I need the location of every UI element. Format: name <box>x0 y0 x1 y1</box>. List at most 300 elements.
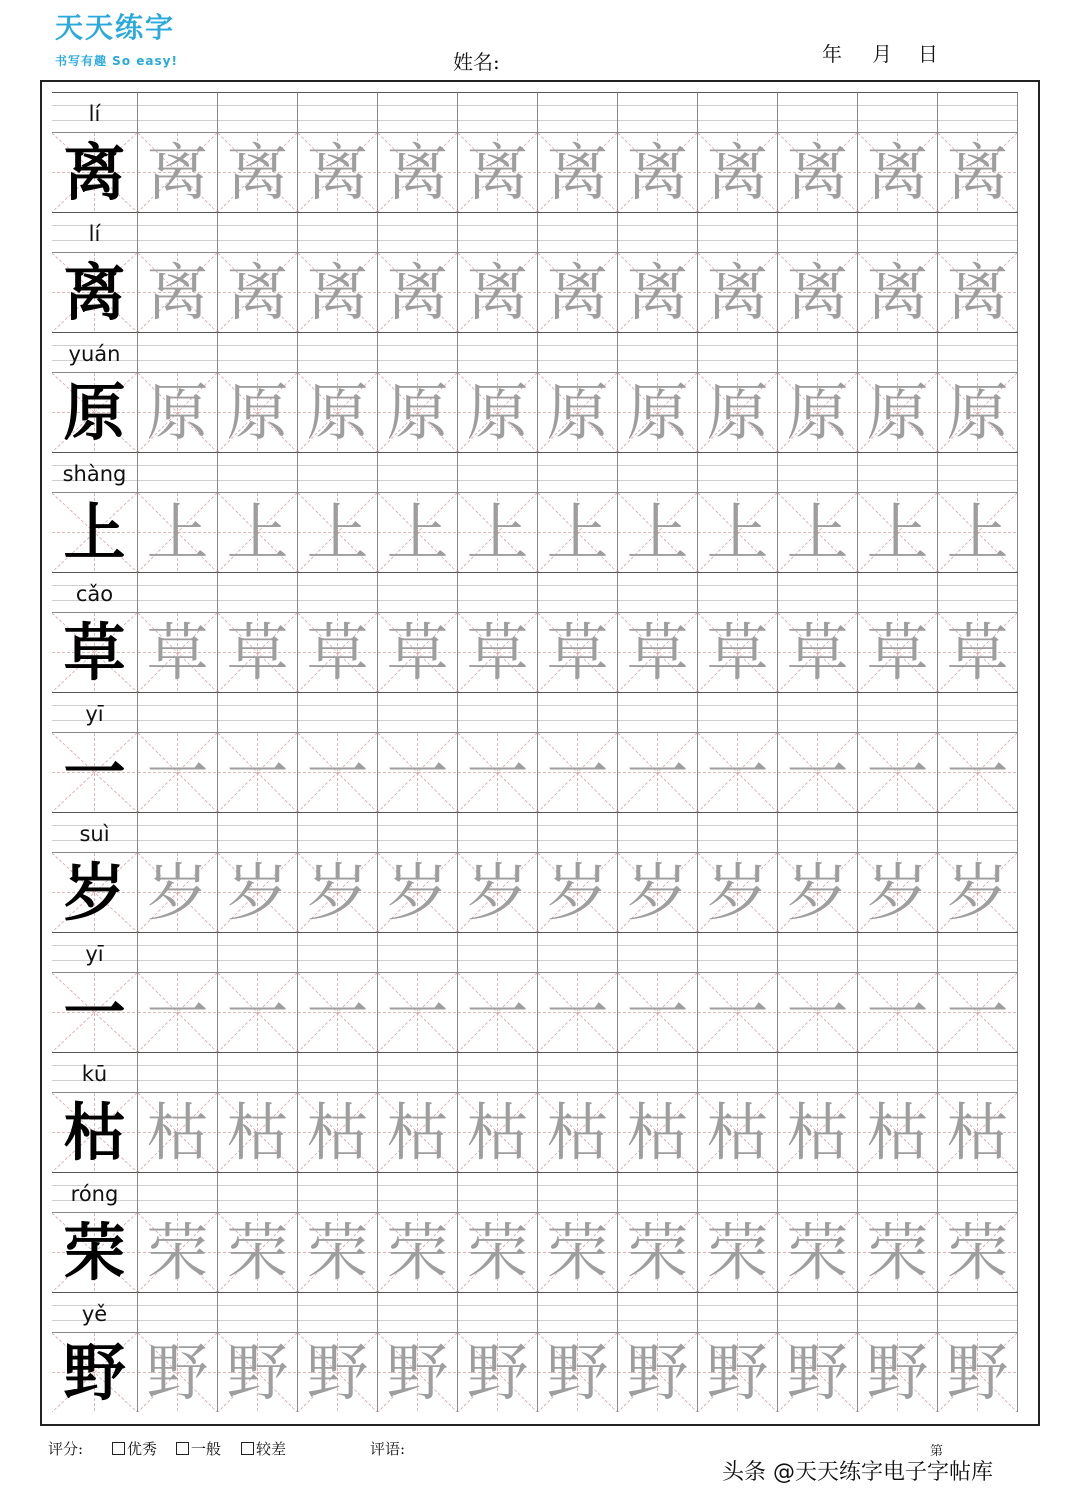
pinyin-box <box>698 332 778 372</box>
tianzi-box <box>618 732 698 812</box>
trace-cell[interactable] <box>778 92 858 212</box>
trace-cell[interactable] <box>138 92 218 212</box>
pinyin-box <box>52 1292 138 1332</box>
pinyin-box <box>458 812 538 852</box>
trace-cell[interactable] <box>378 1172 458 1292</box>
tianzi-box <box>858 252 938 332</box>
trace-character: 枯 <box>466 1096 529 1169</box>
model-cell <box>52 212 138 332</box>
tianzi-box <box>618 252 698 332</box>
tianzi-box <box>858 732 938 812</box>
tianzi-box <box>938 972 1018 1052</box>
trace-cell[interactable] <box>458 812 538 932</box>
trace-cell[interactable] <box>138 812 218 932</box>
trace-character: 一 <box>866 976 929 1049</box>
trace-cell[interactable] <box>618 212 698 332</box>
practice-sheet <box>40 80 1040 1426</box>
trace-character: 枯 <box>866 1096 929 1169</box>
trace-character: 枯 <box>786 1096 849 1169</box>
trace-cell[interactable] <box>858 812 938 932</box>
pinyin-box <box>698 572 778 612</box>
trace-cell[interactable] <box>938 452 1018 572</box>
trace-cell[interactable] <box>938 1172 1018 1292</box>
tianzi-box <box>858 612 938 692</box>
trace-cell[interactable] <box>618 452 698 572</box>
trace-cell[interactable] <box>458 92 538 212</box>
model-cell <box>52 692 138 812</box>
tianzi-box <box>858 372 938 452</box>
tianzi-box <box>698 732 778 812</box>
tianzi-box <box>218 1212 298 1292</box>
trace-cell[interactable] <box>218 1172 298 1292</box>
score-option-average[interactable] <box>176 1438 221 1459</box>
trace-cell[interactable] <box>698 812 778 932</box>
pinyin-box <box>618 92 698 132</box>
trace-character: 原 <box>946 376 1009 449</box>
trace-character: 原 <box>546 376 609 449</box>
trace-cell[interactable] <box>298 692 378 812</box>
trace-cell[interactable] <box>538 452 618 572</box>
model-cell <box>52 572 138 692</box>
trace-cell[interactable] <box>378 1052 458 1172</box>
trace-character: 离 <box>546 256 609 329</box>
trace-cell[interactable] <box>618 92 698 212</box>
trace-cell[interactable] <box>938 932 1018 1052</box>
tianzi-box <box>52 372 138 452</box>
pinyin-box <box>858 1172 938 1212</box>
trace-character: 一 <box>226 736 289 809</box>
tianzi-box <box>858 132 938 212</box>
trace-cell[interactable] <box>618 1172 698 1292</box>
pinyin-box <box>698 1052 778 1092</box>
trace-character: 离 <box>226 136 289 209</box>
trace-cell[interactable] <box>778 1172 858 1292</box>
trace-cell[interactable] <box>858 452 938 572</box>
trace-cell[interactable] <box>698 1172 778 1292</box>
pinyin-box <box>938 1052 1018 1092</box>
tianzi-box <box>218 612 298 692</box>
trace-cell[interactable] <box>858 332 938 452</box>
tianzi-box <box>52 1332 138 1412</box>
pinyin-box <box>618 452 698 492</box>
pinyin-box <box>218 1172 298 1212</box>
trace-cell[interactable] <box>458 452 538 572</box>
trace-cell[interactable] <box>618 572 698 692</box>
pinyin-box <box>778 1172 858 1212</box>
pinyin-box <box>298 332 378 372</box>
trace-cell[interactable] <box>858 92 938 212</box>
trace-cell[interactable] <box>698 692 778 812</box>
trace-cell[interactable] <box>858 1052 938 1172</box>
trace-character: 上 <box>386 496 449 569</box>
tianzi-box <box>218 732 298 812</box>
pinyin-box <box>858 452 938 492</box>
trace-cell[interactable] <box>378 572 458 692</box>
trace-cell[interactable] <box>298 212 378 332</box>
trace-character: 一 <box>386 976 449 1049</box>
trace-cell[interactable] <box>218 92 298 212</box>
trace-cell[interactable] <box>218 812 298 932</box>
trace-cell[interactable] <box>618 332 698 452</box>
pinyin-box <box>378 1172 458 1212</box>
trace-cell[interactable] <box>698 1292 778 1412</box>
trace-cell[interactable] <box>618 692 698 812</box>
date-month-label: 月 <box>872 42 892 66</box>
trace-character: 枯 <box>706 1096 769 1169</box>
trace-cell[interactable] <box>298 1292 378 1412</box>
pinyin-box <box>698 932 778 972</box>
trace-cell[interactable] <box>538 92 618 212</box>
tianzi-box <box>138 1212 218 1292</box>
tianzi-box <box>52 972 138 1052</box>
trace-character: 一 <box>306 736 369 809</box>
trace-cell[interactable] <box>778 1292 858 1412</box>
tianzi-box <box>138 1332 218 1412</box>
trace-cell[interactable] <box>858 212 938 332</box>
trace-cell[interactable] <box>938 1052 1018 1172</box>
trace-character: 一 <box>626 736 689 809</box>
trace-cell[interactable] <box>938 92 1018 212</box>
trace-cell[interactable] <box>458 332 538 452</box>
trace-cell[interactable] <box>138 692 218 812</box>
pinyin-box <box>538 92 618 132</box>
trace-cell[interactable] <box>538 1292 618 1412</box>
model-character: 荣 <box>63 1216 126 1289</box>
tianzi-box <box>618 132 698 212</box>
tianzi-box <box>698 1092 778 1172</box>
tianzi-box <box>938 612 1018 692</box>
trace-cell[interactable] <box>938 1292 1018 1412</box>
tianzi-box <box>778 852 858 932</box>
trace-character: 野 <box>706 1336 769 1409</box>
tianzi-box <box>378 1212 458 1292</box>
trace-cell[interactable] <box>298 812 378 932</box>
trace-cell[interactable] <box>778 692 858 812</box>
tianzi-box <box>698 1212 778 1292</box>
trace-cell[interactable] <box>858 1172 938 1292</box>
tianzi-box <box>938 132 1018 212</box>
pinyin-box <box>298 572 378 612</box>
score-label: 评分: <box>48 1440 84 1458</box>
tianzi-box <box>218 1092 298 1172</box>
trace-cell[interactable] <box>538 212 618 332</box>
trace-cell[interactable] <box>138 332 218 452</box>
tianzi-box <box>618 492 698 572</box>
pinyin-text: kū <box>81 1062 108 1086</box>
trace-character: 上 <box>546 496 609 569</box>
pinyin-box <box>858 812 938 852</box>
pinyin-box <box>378 812 458 852</box>
trace-cell[interactable] <box>538 572 618 692</box>
trace-cell[interactable] <box>538 1172 618 1292</box>
pinyin-box <box>458 92 538 132</box>
trace-cell[interactable] <box>378 932 458 1052</box>
pinyin-box <box>218 932 298 972</box>
tianzi-box <box>298 132 378 212</box>
trace-cell[interactable] <box>138 452 218 572</box>
trace-cell[interactable] <box>378 812 458 932</box>
trace-cell[interactable] <box>378 692 458 812</box>
trace-cell[interactable] <box>538 932 618 1052</box>
trace-cell[interactable] <box>458 932 538 1052</box>
trace-cell[interactable] <box>778 932 858 1052</box>
trace-cell[interactable] <box>218 572 298 692</box>
pinyin-box <box>778 452 858 492</box>
pinyin-box <box>938 932 1018 972</box>
trace-cell[interactable] <box>298 572 378 692</box>
pinyin-box <box>52 572 138 612</box>
pinyin-box <box>378 1052 458 1092</box>
tianzi-box <box>138 1092 218 1172</box>
pinyin-box <box>218 212 298 252</box>
trace-cell[interactable] <box>778 1052 858 1172</box>
tianzi-box <box>298 1092 378 1172</box>
model-cell <box>52 92 138 212</box>
trace-cell[interactable] <box>458 1172 538 1292</box>
trace-cell[interactable] <box>378 452 458 572</box>
trace-character: 离 <box>146 136 209 209</box>
trace-cell[interactable] <box>778 452 858 572</box>
tianzi-box <box>938 1092 1018 1172</box>
tianzi-box <box>298 372 378 452</box>
trace-cell[interactable] <box>698 932 778 1052</box>
trace-cell[interactable] <box>698 332 778 452</box>
trace-cell[interactable] <box>778 332 858 452</box>
trace-cell[interactable] <box>618 812 698 932</box>
trace-cell[interactable] <box>298 452 378 572</box>
tianzi-box <box>298 612 378 692</box>
trace-cell[interactable] <box>378 212 458 332</box>
pinyin-box <box>778 572 858 612</box>
checkbox-icon <box>241 1442 254 1455</box>
pinyin-text: yī <box>85 942 104 966</box>
trace-cell[interactable] <box>218 452 298 572</box>
trace-character: 荣 <box>786 1216 849 1289</box>
tianzi-box <box>298 852 378 932</box>
checkbox-icon <box>176 1442 189 1455</box>
tianzi-box <box>458 132 538 212</box>
model-character: 离 <box>63 136 126 209</box>
tianzi-box <box>378 252 458 332</box>
tianzi-box <box>858 852 938 932</box>
tianzi-box <box>138 132 218 212</box>
trace-character: 原 <box>466 376 529 449</box>
trace-cell[interactable] <box>138 572 218 692</box>
tianzi-box <box>138 372 218 452</box>
trace-character: 岁 <box>946 856 1009 929</box>
trace-cell[interactable] <box>778 572 858 692</box>
pinyin-box <box>458 452 538 492</box>
tianzi-box <box>698 972 778 1052</box>
trace-cell[interactable] <box>938 812 1018 932</box>
pinyin-box <box>52 332 138 372</box>
trace-cell[interactable] <box>218 1052 298 1172</box>
trace-character: 离 <box>306 256 369 329</box>
trace-cell[interactable] <box>858 1292 938 1412</box>
tianzi-box <box>698 132 778 212</box>
trace-cell[interactable] <box>698 212 778 332</box>
trace-cell[interactable] <box>458 1292 538 1412</box>
trace-character: 一 <box>786 976 849 1049</box>
pinyin-box <box>378 692 458 732</box>
trace-character: 一 <box>946 976 1009 1049</box>
pinyin-text: cǎo <box>75 582 114 606</box>
tianzi-box <box>52 612 138 692</box>
trace-cell[interactable] <box>698 92 778 212</box>
pinyin-box <box>378 212 458 252</box>
pinyin-text: suì <box>79 822 110 846</box>
tianzi-box <box>938 1332 1018 1412</box>
tianzi-box <box>858 1332 938 1412</box>
trace-cell[interactable] <box>778 812 858 932</box>
trace-cell[interactable] <box>458 212 538 332</box>
pinyin-box <box>538 932 618 972</box>
trace-character: 岁 <box>306 856 369 929</box>
trace-cell[interactable] <box>698 452 778 572</box>
trace-cell[interactable] <box>138 212 218 332</box>
tianzi-box <box>618 1092 698 1172</box>
trace-character: 上 <box>706 496 769 569</box>
tianzi-box <box>698 1332 778 1412</box>
trace-character: 离 <box>946 136 1009 209</box>
tianzi-box <box>538 732 618 812</box>
trace-cell[interactable] <box>538 692 618 812</box>
pinyin-box <box>778 1052 858 1092</box>
tianzi-box <box>218 972 298 1052</box>
pinyin-box <box>778 1292 858 1332</box>
trace-cell[interactable] <box>538 332 618 452</box>
trace-character: 草 <box>706 616 769 689</box>
tianzi-box <box>618 372 698 452</box>
trace-character: 野 <box>386 1336 449 1409</box>
tianzi-box <box>378 1092 458 1172</box>
trace-cell[interactable] <box>378 1292 458 1412</box>
pinyin-box <box>52 452 138 492</box>
trace-cell[interactable] <box>698 572 778 692</box>
practice-row <box>52 692 1028 812</box>
pinyin-box <box>858 692 938 732</box>
trace-character: 野 <box>946 1336 1009 1409</box>
tianzi-box <box>858 1092 938 1172</box>
score-option-excellent[interactable] <box>112 1438 157 1459</box>
trace-character: 草 <box>946 616 1009 689</box>
pinyin-box <box>538 812 618 852</box>
tianzi-box <box>778 1332 858 1412</box>
trace-cell[interactable] <box>298 332 378 452</box>
tianzi-box <box>778 1212 858 1292</box>
trace-cell[interactable] <box>618 1052 698 1172</box>
tianzi-box <box>378 732 458 812</box>
trace-cell[interactable] <box>618 932 698 1052</box>
trace-cell[interactable] <box>938 212 1018 332</box>
trace-character: 离 <box>786 256 849 329</box>
date-year-label: 年 <box>822 42 842 66</box>
trace-cell[interactable] <box>538 1052 618 1172</box>
name-label: 姓名: <box>453 50 500 74</box>
trace-cell[interactable] <box>778 212 858 332</box>
pinyin-box <box>138 692 218 732</box>
trace-cell[interactable] <box>698 1052 778 1172</box>
trace-cell[interactable] <box>458 572 538 692</box>
pinyin-box <box>698 452 778 492</box>
pinyin-box <box>218 1292 298 1332</box>
trace-cell[interactable] <box>858 692 938 812</box>
pinyin-box <box>458 572 538 612</box>
practice-row <box>52 452 1028 572</box>
model-cell <box>52 332 138 452</box>
tianzi-box <box>698 372 778 452</box>
trace-cell[interactable] <box>138 1052 218 1172</box>
pinyin-box <box>778 92 858 132</box>
trace-cell[interactable] <box>138 1172 218 1292</box>
trace-character: 一 <box>226 976 289 1049</box>
trace-character: 岁 <box>146 856 209 929</box>
trace-cell[interactable] <box>538 812 618 932</box>
trace-cell[interactable] <box>858 572 938 692</box>
tianzi-box <box>538 1092 618 1172</box>
trace-character: 原 <box>706 376 769 449</box>
trace-cell[interactable] <box>298 932 378 1052</box>
trace-cell[interactable] <box>218 332 298 452</box>
trace-cell[interactable] <box>218 212 298 332</box>
trace-cell[interactable] <box>938 332 1018 452</box>
pinyin-box <box>458 1292 538 1332</box>
trace-character: 离 <box>466 136 529 209</box>
tianzi-box <box>458 252 538 332</box>
trace-character: 一 <box>146 736 209 809</box>
trace-character: 原 <box>386 376 449 449</box>
practice-row <box>52 812 1028 932</box>
pinyin-text: yuán <box>68 342 121 366</box>
tianzi-box <box>538 612 618 692</box>
trace-cell[interactable] <box>138 932 218 1052</box>
model-character: 岁 <box>63 856 126 929</box>
trace-cell[interactable] <box>218 692 298 812</box>
trace-cell[interactable] <box>858 932 938 1052</box>
trace-cell[interactable] <box>458 692 538 812</box>
pinyin-box <box>298 92 378 132</box>
trace-cell[interactable] <box>138 1292 218 1412</box>
pinyin-box <box>778 812 858 852</box>
tianzi-box <box>858 972 938 1052</box>
trace-cell[interactable] <box>298 1052 378 1172</box>
tianzi-box <box>298 1332 378 1412</box>
trace-cell[interactable] <box>218 932 298 1052</box>
trace-character: 岁 <box>466 856 529 929</box>
trace-cell[interactable] <box>938 692 1018 812</box>
trace-cell[interactable] <box>618 1292 698 1412</box>
pinyin-box <box>698 1172 778 1212</box>
trace-cell[interactable] <box>298 92 378 212</box>
trace-cell[interactable] <box>298 1172 378 1292</box>
tianzi-box <box>298 492 378 572</box>
trace-character: 岁 <box>546 856 609 929</box>
model-cell <box>52 1052 138 1172</box>
score-option-poor[interactable] <box>241 1438 286 1459</box>
tianzi-box <box>378 852 458 932</box>
tianzi-box <box>538 492 618 572</box>
trace-cell[interactable] <box>378 92 458 212</box>
practice-row <box>52 932 1028 1052</box>
trace-cell[interactable] <box>458 1052 538 1172</box>
trace-character: 离 <box>786 136 849 209</box>
trace-cell[interactable] <box>938 572 1018 692</box>
trace-character: 荣 <box>626 1216 689 1289</box>
pinyin-box <box>538 212 618 252</box>
pinyin-box <box>698 692 778 732</box>
trace-cell[interactable] <box>378 332 458 452</box>
trace-cell[interactable] <box>218 1292 298 1412</box>
